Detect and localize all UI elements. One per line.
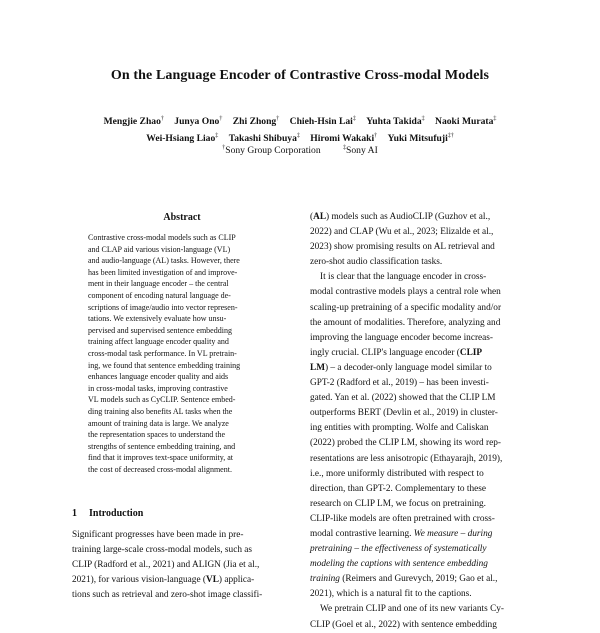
abstract-line: VL models such as CyCLIP. Sentence embed-: [88, 395, 236, 405]
body-line: outperforms BERT (Devlin et al., 2019) in cluster-: [310, 408, 498, 419]
abstract-line: pervised and supervised sentence embedding: [88, 325, 232, 335]
abstract-line: and CLAP aid various vision-language (VL): [88, 244, 231, 254]
intro-line: tions such as retrieval and zero-shot image classifi-: [72, 590, 263, 600]
body-line: gated. Yan et al. (2022) showed that the CLIP LM: [310, 393, 496, 404]
abstract-line: the cost of decreased cross-modal alignment.: [88, 464, 232, 474]
intro-line: CLIP (Radford et al., 2021) and ALIGN (Jia et al.,: [72, 560, 260, 570]
abstract-line: ment in their language encoder – the central: [88, 279, 229, 289]
abstract-line: cross-modal task performance. In VL pretrain-: [88, 348, 237, 358]
body-line: pretraining – the effectiveness of systematically: [310, 544, 487, 555]
abstract-line: strengths of sentence embedding training, and: [88, 441, 236, 451]
author: Takashi Shibuya‡: [228, 133, 300, 145]
body-line: CLIP (Goel et al., 2022) with sentence embedding: [310, 619, 497, 630]
abstract-line: and audio-language (AL) tasks. However, there: [88, 256, 240, 266]
author: Yuhta Takida‡: [366, 116, 425, 128]
author: Junya Ono†: [174, 116, 223, 128]
body-line: improving the language encoder become increas-: [310, 332, 494, 343]
affiliations: [0, 142, 600, 157]
body-line: direction, than GPT-2. Complementary to these: [310, 483, 487, 494]
body-line: modeling the captions with sentence embedding: [310, 559, 488, 570]
affiliation: ‡Sony AI: [343, 145, 378, 157]
abstract-line: tations. We extensively evaluate how unsu-: [88, 314, 227, 324]
author: Hiromi Wakaki†: [310, 133, 378, 145]
body-line: resentations are less anisotropic (Ethayarajh, 2019),: [310, 453, 503, 464]
body-line: (2022) probed the CLIP LM, showing its word rep-: [310, 438, 501, 449]
section-heading: [72, 508, 143, 519]
author: Yuki Mitsufuji‡†: [387, 133, 454, 145]
abstract-line: enhances language encoder quality and aids: [88, 372, 229, 382]
body-line: 2022) and CLAP (Wu et al., 2023; Elizalde et al.,: [310, 227, 494, 238]
body-line: ingly crucial. CLIP's language encoder (CLIP: [310, 347, 483, 358]
abstract-line: Contrastive cross-modal models such as CLIP: [88, 233, 236, 242]
abstract-line: find that it improves text-space uniformity, at: [88, 453, 233, 463]
body-line: training (Reimers and Gurevych, 2019; Gao et al.,: [310, 574, 498, 585]
author-line-1: [40, 112, 560, 129]
abstract-line: the representation spaces to understand the: [88, 430, 226, 440]
body-line: the amount of modalities. Therefore, analyzing and: [310, 317, 501, 328]
body-line: research on CLIP LM, we focus on pretraining.: [310, 498, 486, 509]
body-line: GPT-2 (Radford et al., 2019) – has been investi-: [310, 378, 489, 389]
affiliation: †Sony Group Corporation: [222, 145, 321, 157]
right-column: [310, 210, 533, 633]
paper-title: On the Language Encoder of Contrastive Cross-modal Models: [110, 68, 490, 83]
body-line: CLIP-like models are often pretrained with cross-: [310, 513, 495, 524]
abstract-line: in cross-modal tasks, improving contrastive: [88, 383, 228, 393]
intro-line: 2021), for various vision-language (VL) applica-: [72, 575, 255, 585]
abstract-line: component of encoding natural language de-: [88, 290, 231, 300]
abstract-heading: Abstract: [163, 212, 201, 223]
section-number: 1: [72, 508, 77, 519]
author: Zhi Zhong†: [232, 116, 280, 128]
body-line: modal contrastive learning. We measure – during: [310, 528, 493, 539]
body-line: modal contrastive models plays a central role when: [310, 287, 501, 298]
author: Wei-Hsiang Liao‡: [146, 133, 219, 145]
abstract-body: [88, 232, 278, 475]
body-line: 2023) show promising results on AL retrieval and: [310, 242, 495, 253]
body-line: LM) – a decoder-only language model similar to: [310, 362, 492, 373]
body-line: ing entities with prompting. Wolfe and Caliskan: [310, 423, 489, 434]
author: Mengjie Zhao†: [103, 116, 164, 128]
body-line: (AL) models such as AudioCLIP (Guzhov et al.,: [310, 212, 491, 222]
body-line: zero-shot audio classification tasks.: [310, 257, 443, 268]
section-title: Introduction: [89, 508, 144, 519]
body-line: i.e., more uniformly distributed with respect to: [310, 468, 484, 479]
abstract-line: training affect language encoder quality and: [88, 337, 229, 347]
intro-line: Significant progresses have been made in pre-: [72, 530, 244, 540]
body-line: It is clear that the language encoder in cross-: [320, 272, 487, 283]
abstract-line: ing, we found that sentence embedding training: [88, 360, 241, 370]
intro-body: [72, 528, 292, 603]
body-line: We pretrain CLIP and one of its new variants Cy-: [320, 604, 505, 615]
abstract-line: ding training also benefits AL tasks when the: [88, 406, 233, 416]
author: Chieh-Hsin Lai‡: [289, 116, 356, 128]
abstract-line: has been limited investigation of and improve-: [88, 267, 238, 277]
body-line: scaling-up pretraining of a specific modality and/or: [310, 302, 502, 313]
abstract-line: scriptions of image/audio into vector represen-: [88, 302, 238, 312]
body-line: 2021), which is a natural fit to the captions.: [310, 589, 472, 600]
intro-line: training large-scale cross-modal models, such as: [72, 545, 253, 555]
abstract-line: amount of training data is large. We analyze: [88, 418, 229, 428]
author: Naoki Murata‡: [435, 116, 497, 128]
